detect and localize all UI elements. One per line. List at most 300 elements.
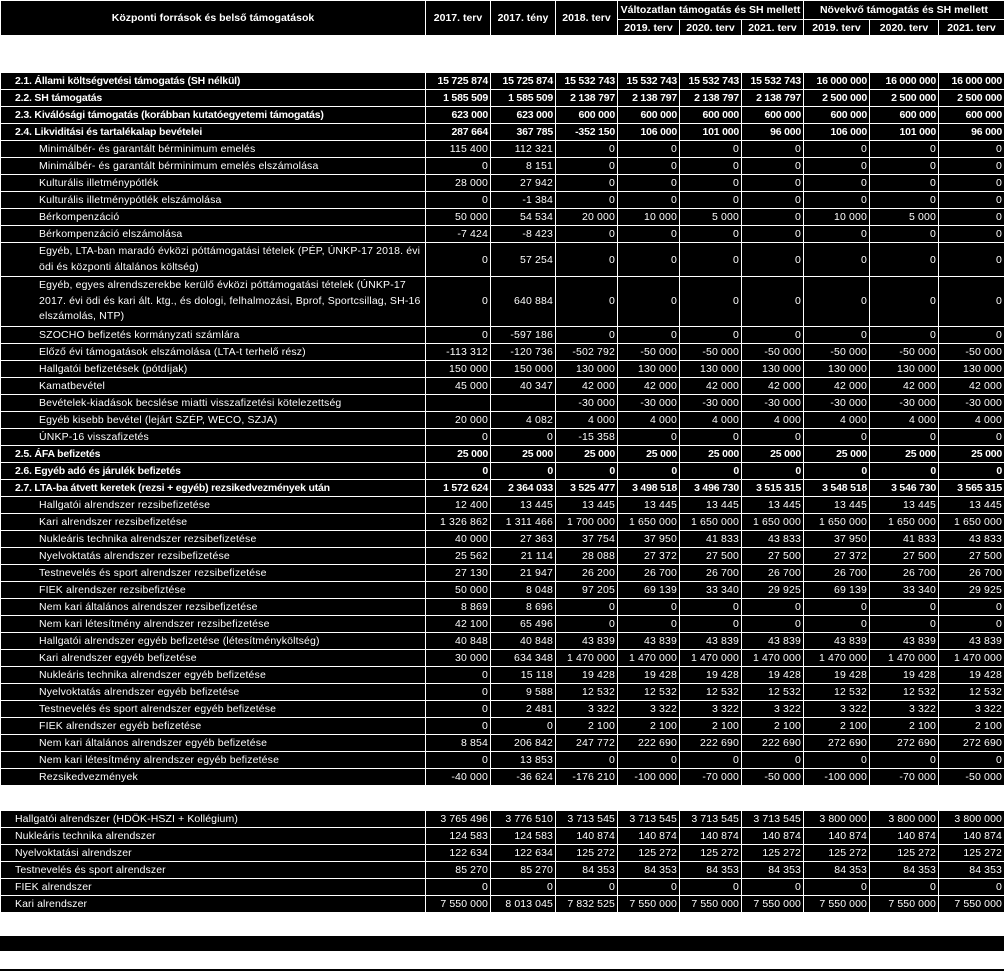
table-row xyxy=(1,581,1004,598)
cell-value: 4 000 xyxy=(556,411,618,428)
cell-value: 3 713 545 xyxy=(618,810,680,827)
cell-value: 12 532 xyxy=(680,683,742,700)
cell-value: 2 100 xyxy=(742,717,804,734)
cell-value: 0 xyxy=(742,598,804,615)
cell-value: 84 353 xyxy=(556,861,618,878)
cell-value: 42 000 xyxy=(870,377,939,394)
cell-value: 0 xyxy=(680,326,742,343)
cell-value: 0 xyxy=(556,243,618,277)
row-label: Egyéb, LTA-ban maradó évközi póttámogatási tételek (PÉP, ÚNKP-17 2018. évi ödi és központi általános költség) xyxy=(1,243,426,277)
cell-value: 2 481 xyxy=(491,700,556,717)
cell-value: 0 xyxy=(804,615,870,632)
cell-value: 3 496 730 xyxy=(680,479,742,496)
cell-value: 0 xyxy=(491,878,556,895)
cell-value: 43 839 xyxy=(939,632,1004,649)
row-label: Nukleáris technika alrendszer xyxy=(1,827,426,844)
cell-value: 206 842 xyxy=(491,734,556,751)
cell-value: 13 445 xyxy=(804,496,870,513)
cell-value: 1 572 624 xyxy=(426,479,491,496)
cell-value: 7 550 000 xyxy=(680,895,742,912)
cell-value: 7 550 000 xyxy=(939,895,1004,912)
summary-body xyxy=(1,785,1004,912)
table-row xyxy=(1,445,1004,462)
cell-value: 0 xyxy=(870,878,939,895)
cell-value: 4 000 xyxy=(618,411,680,428)
row-label: 2.2. SH támogatás xyxy=(1,90,426,107)
cell-value: 0 xyxy=(680,226,742,243)
cell-value: 3 800 000 xyxy=(939,810,1004,827)
row-label: Előző évi támogatások elszámolása (LTA-t terhelő rész) xyxy=(1,343,426,360)
cell-value: 84 353 xyxy=(939,861,1004,878)
cell-value: 43 839 xyxy=(870,632,939,649)
header-col-2017-actual: 2017. tény xyxy=(491,1,556,36)
cell-value: 4 000 xyxy=(680,411,742,428)
table-row xyxy=(1,768,1004,785)
cell-value: 3 525 477 xyxy=(556,479,618,496)
cell-value: 140 874 xyxy=(870,827,939,844)
cell-value: 15 532 743 xyxy=(556,73,618,90)
cell-value: 25 000 xyxy=(804,445,870,462)
cell-value: 8 048 xyxy=(491,581,556,598)
cell-value: 0 xyxy=(939,277,1004,327)
cell-value: 25 000 xyxy=(742,445,804,462)
cell-value: 43 839 xyxy=(804,632,870,649)
row-label: Nyelvoktatás alrendszer egyéb befizetése xyxy=(1,683,426,700)
cell-value: 140 874 xyxy=(939,827,1004,844)
cell-value: 27 372 xyxy=(804,547,870,564)
cell-value: 20 000 xyxy=(556,209,618,226)
cell-value: 29 925 xyxy=(742,581,804,598)
cell-value: 84 353 xyxy=(804,861,870,878)
cell-value: 130 000 xyxy=(618,360,680,377)
cell-value: 85 270 xyxy=(426,861,491,878)
row-label: Bérkompenzáció elszámolása xyxy=(1,226,426,243)
cell-value: 25 000 xyxy=(618,445,680,462)
cell-value: 8 151 xyxy=(491,158,556,175)
cell-value: 0 xyxy=(618,158,680,175)
cell-value: 69 139 xyxy=(804,581,870,598)
cell-value: 2 100 xyxy=(870,717,939,734)
row-label: Kulturális illetménypótlék xyxy=(1,175,426,192)
table-row xyxy=(1,717,1004,734)
table-row xyxy=(1,243,1004,277)
cell-value: 272 690 xyxy=(939,734,1004,751)
cell-value: 101 000 xyxy=(870,124,939,141)
cell-value: 0 xyxy=(618,428,680,445)
cell-value: 12 532 xyxy=(939,683,1004,700)
table-row xyxy=(1,479,1004,496)
cell-value: 140 874 xyxy=(804,827,870,844)
row-label: Kulturális illetménypótlék elszámolása xyxy=(1,192,426,209)
cell-value: 21 947 xyxy=(491,564,556,581)
cell-value: -50 000 xyxy=(618,343,680,360)
cell-value: 3 548 518 xyxy=(804,479,870,496)
cell-value: 13 445 xyxy=(556,496,618,513)
cell-value: 0 xyxy=(870,243,939,277)
cell-value: 7 550 000 xyxy=(870,895,939,912)
table-row xyxy=(1,462,1004,479)
table-row xyxy=(1,734,1004,751)
cell-value: 0 xyxy=(939,326,1004,343)
cell-value: 50 000 xyxy=(426,209,491,226)
cell-value: 0 xyxy=(680,175,742,192)
cell-value: 0 xyxy=(939,428,1004,445)
cell-value: 26 700 xyxy=(742,564,804,581)
cell-value: 43 839 xyxy=(742,632,804,649)
cell-value: 125 272 xyxy=(556,844,618,861)
cell-value: -30 000 xyxy=(556,394,618,411)
cell-value: 0 xyxy=(742,326,804,343)
cell-value: 19 428 xyxy=(742,666,804,683)
cell-value: 12 532 xyxy=(618,683,680,700)
cell-value: 15 725 874 xyxy=(426,73,491,90)
cell-value: 0 xyxy=(618,243,680,277)
cell-value: 130 000 xyxy=(804,360,870,377)
cell-value: 40 848 xyxy=(491,632,556,649)
table-row xyxy=(1,632,1004,649)
cell-value: 0 xyxy=(804,428,870,445)
cell-value: 122 634 xyxy=(426,844,491,861)
row-label: Hallgatói alrendszer (HDÖK-HSZI + Kollégium) xyxy=(1,810,426,827)
row-label: Hallgatói alrendszer egyéb befizetése (létesítményköltség) xyxy=(1,632,426,649)
cell-value: 19 428 xyxy=(680,666,742,683)
cell-value: 0 xyxy=(556,326,618,343)
cell-value: 0 xyxy=(618,226,680,243)
cell-value: 2 364 033 xyxy=(491,479,556,496)
cell-value: 0 xyxy=(804,158,870,175)
cell-value: 0 xyxy=(618,462,680,479)
cell-value: 0 xyxy=(618,615,680,632)
cell-value: 0 xyxy=(742,243,804,277)
cell-value: 27 363 xyxy=(491,530,556,547)
cell-value: -100 000 xyxy=(804,768,870,785)
cell-value: 42 000 xyxy=(618,377,680,394)
cell-value: 25 000 xyxy=(491,445,556,462)
cell-value: 26 700 xyxy=(939,564,1004,581)
table-row xyxy=(1,90,1004,107)
cell-value: 27 372 xyxy=(618,547,680,564)
cell-value: 84 353 xyxy=(742,861,804,878)
table-row xyxy=(1,107,1004,124)
row-label: Testnevelés és sport alrendszer rezsibefizetése xyxy=(1,564,426,581)
cell-value: 106 000 xyxy=(618,124,680,141)
table-row xyxy=(1,326,1004,343)
cell-value: 42 000 xyxy=(939,377,1004,394)
table-row xyxy=(1,394,1004,411)
cell-value: 16 000 000 xyxy=(804,73,870,90)
cell-value: 0 xyxy=(426,700,491,717)
row-label: Testnevelés és sport alrendszer egyéb befizetése xyxy=(1,700,426,717)
cell-value: 122 634 xyxy=(491,844,556,861)
cell-value: 4 000 xyxy=(804,411,870,428)
cell-value: 8 696 xyxy=(491,598,556,615)
cell-value: 19 428 xyxy=(939,666,1004,683)
cell-value: 2 500 000 xyxy=(939,90,1004,107)
row-label: Kari alrendszer xyxy=(1,895,426,912)
cell-value: 0 xyxy=(939,158,1004,175)
cell-value: 0 xyxy=(742,175,804,192)
cell-value: 40 347 xyxy=(491,377,556,394)
cell-value: 150 000 xyxy=(491,360,556,377)
cell-value: 0 xyxy=(742,141,804,158)
cell-value: 33 340 xyxy=(680,581,742,598)
cell-value: 0 xyxy=(939,192,1004,209)
cell-value: 0 xyxy=(804,141,870,158)
row-label: Nyelvoktatás alrendszer rezsibefizetése xyxy=(1,547,426,564)
cell-value: 0 xyxy=(870,192,939,209)
cell-value: 2 138 797 xyxy=(556,90,618,107)
cell-value: 15 532 743 xyxy=(742,73,804,90)
cell-value: 0 xyxy=(426,666,491,683)
table-row xyxy=(1,564,1004,581)
cell-value: 84 353 xyxy=(680,861,742,878)
cell-value: 272 690 xyxy=(870,734,939,751)
cell-value: 27 500 xyxy=(742,547,804,564)
cell-value: 42 100 xyxy=(426,615,491,632)
row-label: Nem kari létesítmény alrendszer rezsibefizetése xyxy=(1,615,426,632)
cell-value: 97 205 xyxy=(556,581,618,598)
cell-value: 43 833 xyxy=(742,530,804,547)
cell-value: -30 000 xyxy=(804,394,870,411)
cell-value: 19 428 xyxy=(870,666,939,683)
cell-value: 1 311 466 xyxy=(491,513,556,530)
cell-value: 0 xyxy=(870,141,939,158)
cell-value: -502 792 xyxy=(556,343,618,360)
table-header xyxy=(1,1,1004,36)
cell-value: 0 xyxy=(680,192,742,209)
cell-value: 0 xyxy=(804,175,870,192)
table-row xyxy=(1,615,1004,632)
row-label: 2.6. Egyéb adó és járulék befizetés xyxy=(1,462,426,479)
cell-value: 43 839 xyxy=(680,632,742,649)
cell-value: 7 832 525 xyxy=(556,895,618,912)
cell-value: 0 xyxy=(870,615,939,632)
cell-value: 2 100 xyxy=(556,717,618,734)
cell-value: 367 785 xyxy=(491,124,556,141)
cell-value: 0 xyxy=(804,243,870,277)
table-row xyxy=(1,649,1004,666)
cell-value: 0 xyxy=(742,209,804,226)
cell-value: 3 713 545 xyxy=(556,810,618,827)
cell-value: 2 100 xyxy=(804,717,870,734)
cell-value: 41 833 xyxy=(680,530,742,547)
cell-value: 125 272 xyxy=(680,844,742,861)
table-row xyxy=(1,73,1004,90)
cell-value: 0 xyxy=(742,878,804,895)
header-subcol: 2019. terv xyxy=(618,20,680,36)
cell-value: 28 088 xyxy=(556,547,618,564)
cell-value: 4 000 xyxy=(742,411,804,428)
cell-value: 600 000 xyxy=(742,107,804,124)
cell-value: 13 445 xyxy=(491,496,556,513)
cell-value: 0 xyxy=(870,428,939,445)
cell-value: 0 xyxy=(939,751,1004,768)
cell-value: 12 400 xyxy=(426,496,491,513)
cell-value: 0 xyxy=(939,878,1004,895)
cell-value: 8 869 xyxy=(426,598,491,615)
cell-value: 19 428 xyxy=(556,666,618,683)
cell-value: 96 000 xyxy=(939,124,1004,141)
cell-value: 0 xyxy=(680,598,742,615)
row-label: Hallgatói alrendszer rezsibefizetése xyxy=(1,496,426,513)
cell-value: 0 xyxy=(426,751,491,768)
cell-value: 5 000 xyxy=(680,209,742,226)
row-label: Hallgatói befizetések (pótdíjak) xyxy=(1,360,426,377)
cell-value: 26 700 xyxy=(618,564,680,581)
cell-value: 0 xyxy=(618,326,680,343)
cell-value: 26 200 xyxy=(556,564,618,581)
row-label: Nem kari létesítmény alrendszer egyéb befizetése xyxy=(1,751,426,768)
cell-value: 0 xyxy=(870,175,939,192)
cell-value: 0 xyxy=(939,615,1004,632)
cell-value: 0 xyxy=(426,878,491,895)
cell-value: 26 700 xyxy=(870,564,939,581)
table-row xyxy=(1,530,1004,547)
cell-value: 0 xyxy=(426,277,491,327)
cell-value: 0 xyxy=(556,751,618,768)
cell-value: 634 348 xyxy=(491,649,556,666)
cell-value: 623 000 xyxy=(491,107,556,124)
cell-value: 1 650 000 xyxy=(804,513,870,530)
table-row xyxy=(1,377,1004,394)
spacer-row xyxy=(1,785,1004,810)
cell-value: 1 470 000 xyxy=(870,649,939,666)
table-row xyxy=(1,547,1004,564)
cell-value: 0 xyxy=(742,462,804,479)
cell-value: 0 xyxy=(426,683,491,700)
cell-value: 0 xyxy=(742,226,804,243)
cell-value: 3 322 xyxy=(804,700,870,717)
table-row xyxy=(1,277,1004,327)
cell-value: 3 546 730 xyxy=(870,479,939,496)
cell-value: 272 690 xyxy=(804,734,870,751)
header-col-2018-plan: 2018. terv xyxy=(556,1,618,36)
table-row xyxy=(1,141,1004,158)
row-label: Nyelvoktatási alrendszer xyxy=(1,844,426,861)
cell-value: 0 xyxy=(939,175,1004,192)
cell-value: 0 xyxy=(618,277,680,327)
cell-value: 112 321 xyxy=(491,141,556,158)
cell-value: 2 138 797 xyxy=(618,90,680,107)
cell-value: 0 xyxy=(870,326,939,343)
cell-value: 15 532 743 xyxy=(618,73,680,90)
header-subcol: 2021. terv xyxy=(742,20,804,36)
cell-value: -30 000 xyxy=(742,394,804,411)
table-row xyxy=(1,192,1004,209)
cell-value: 125 272 xyxy=(742,844,804,861)
table-row xyxy=(1,683,1004,700)
cell-value: 0 xyxy=(742,751,804,768)
cell-value: 1 470 000 xyxy=(939,649,1004,666)
cell-value: 26 700 xyxy=(804,564,870,581)
cell-value: 0 xyxy=(491,428,556,445)
cell-value: 20 000 xyxy=(426,411,491,428)
cell-value: 0 xyxy=(804,598,870,615)
table-row xyxy=(1,411,1004,428)
cell-value: 0 xyxy=(870,598,939,615)
cell-value: 0 xyxy=(742,192,804,209)
table-row xyxy=(1,158,1004,175)
table-row xyxy=(1,496,1004,513)
header-group-unchanged: Változatlan támogatás és SH mellett xyxy=(618,1,804,20)
cell-value: 0 xyxy=(804,878,870,895)
table-row xyxy=(1,827,1004,844)
table-row xyxy=(1,513,1004,530)
cell-value: 640 884 xyxy=(491,277,556,327)
cell-value: 0 xyxy=(618,598,680,615)
row-label: Bérkompenzáció xyxy=(1,209,426,226)
cell-value: 3 800 000 xyxy=(870,810,939,827)
cell-value: 0 xyxy=(804,751,870,768)
cell-value: 96 000 xyxy=(742,124,804,141)
cell-value: -30 000 xyxy=(680,394,742,411)
table-row xyxy=(1,700,1004,717)
cell-value: 3 498 518 xyxy=(618,479,680,496)
cell-value: 10 000 xyxy=(618,209,680,226)
cell-value xyxy=(491,394,556,411)
cell-value: 0 xyxy=(556,158,618,175)
cell-value: 21 114 xyxy=(491,547,556,564)
cell-value: 15 118 xyxy=(491,666,556,683)
header-subcol: 2020. terv xyxy=(680,20,742,36)
cell-value: 13 445 xyxy=(680,496,742,513)
cell-value: 7 550 000 xyxy=(618,895,680,912)
table-body xyxy=(1,36,1004,786)
cell-value: 600 000 xyxy=(804,107,870,124)
cell-value: 25 000 xyxy=(680,445,742,462)
cell-value: 1 470 000 xyxy=(618,649,680,666)
row-label: Nem kari általános alrendszer egyéb befizetése xyxy=(1,734,426,751)
table-row xyxy=(1,844,1004,861)
cell-value: 42 000 xyxy=(680,377,742,394)
cell-value: 130 000 xyxy=(556,360,618,377)
cell-value: 0 xyxy=(804,462,870,479)
cell-value: 0 xyxy=(939,141,1004,158)
cell-value: 12 532 xyxy=(804,683,870,700)
row-label: SZOCHO befizetés kormányzati számlára xyxy=(1,326,426,343)
cell-value: 1 326 862 xyxy=(426,513,491,530)
cell-value: 30 000 xyxy=(426,649,491,666)
cell-value: 50 000 xyxy=(426,581,491,598)
cell-value: 2 138 797 xyxy=(742,90,804,107)
cell-value: 0 xyxy=(680,462,742,479)
cell-value: 2 500 000 xyxy=(870,90,939,107)
cell-value: 27 500 xyxy=(939,547,1004,564)
cell-value: 1 470 000 xyxy=(556,649,618,666)
cell-value: 5 000 xyxy=(870,209,939,226)
cell-value: 41 833 xyxy=(870,530,939,547)
cell-value: 0 xyxy=(426,192,491,209)
cell-value: -176 210 xyxy=(556,768,618,785)
cell-value: 0 xyxy=(742,615,804,632)
header-group-increasing: Növekvő támogatás és SH mellett xyxy=(804,1,1004,20)
cell-value: 7 550 000 xyxy=(804,895,870,912)
cell-value: 222 690 xyxy=(742,734,804,751)
cell-value: 0 xyxy=(680,615,742,632)
cell-value: 0 xyxy=(426,428,491,445)
row-label: FIEK alrendszer xyxy=(1,878,426,895)
cell-value: 2 500 000 xyxy=(804,90,870,107)
cell-value: 12 532 xyxy=(870,683,939,700)
cell-value xyxy=(426,394,491,411)
cell-value: 0 xyxy=(556,141,618,158)
cell-value: -120 736 xyxy=(491,343,556,360)
cell-value: 0 xyxy=(556,277,618,327)
header-subcol: 2019. terv xyxy=(804,20,870,36)
cell-value: 1 470 000 xyxy=(804,649,870,666)
cell-value: 42 000 xyxy=(742,377,804,394)
cell-value: 3 713 545 xyxy=(680,810,742,827)
